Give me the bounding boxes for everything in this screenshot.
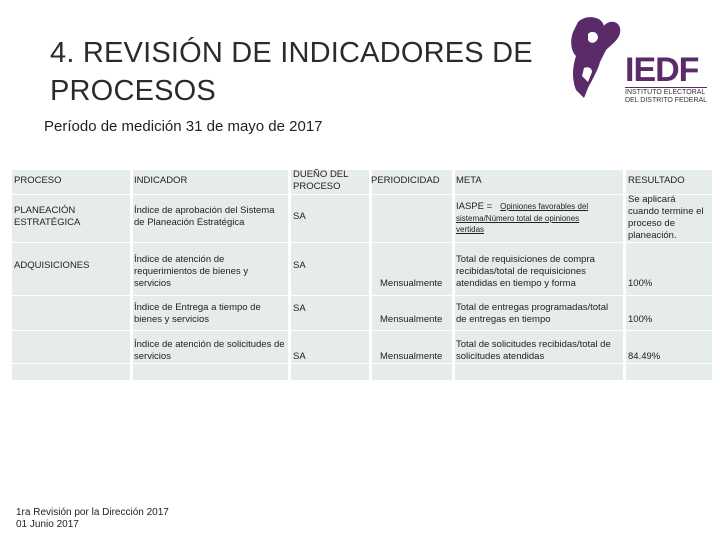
row3-periodicidad: Mensualmente xyxy=(380,314,443,325)
row1-resultado xyxy=(628,194,704,242)
footer-line-2: 01 Junio 2017 xyxy=(16,519,79,530)
row1-indicador xyxy=(134,205,274,229)
row3-meta xyxy=(456,302,608,326)
row4-meta-line: solicitudes atendidas xyxy=(456,351,545,362)
measurement-period: Período de medición 31 de mayo de 2017 xyxy=(44,118,323,135)
row-divider xyxy=(12,295,712,296)
header-indicador: INDICADOR xyxy=(134,175,188,186)
logo-text xyxy=(625,51,708,105)
row1-resultado-line: proceso de xyxy=(628,218,676,229)
header-periodicidad: PERIODICIDAD xyxy=(371,175,440,186)
col-bg-periodicidad xyxy=(372,170,452,380)
row4-dueno: SA xyxy=(293,351,306,362)
row3-indicador-line: bienes y servicios xyxy=(134,314,209,325)
row-divider xyxy=(12,194,712,195)
header-dueno-line-2: PROCESO xyxy=(293,181,341,192)
logo-line-2: DEL DISTRITO FEDERAL xyxy=(625,97,708,104)
header-meta: META xyxy=(456,175,482,186)
row3-indicador xyxy=(134,302,261,326)
row3-meta-line: de entregas en tiempo xyxy=(456,314,551,325)
row1-meta-line: vertidas xyxy=(456,225,485,234)
row-divider xyxy=(12,363,712,364)
row4-periodicidad: Mensualmente xyxy=(380,351,443,362)
row2-indicador-line: requerimientos de bienes y xyxy=(134,266,249,277)
row2-indicador-line: servicios xyxy=(134,278,171,289)
header-dueno xyxy=(293,169,348,193)
row4-meta-line: Total de solicitudes recibidas/total de xyxy=(456,339,611,350)
row4-indicador xyxy=(134,339,285,363)
row1-resultado-line: Se aplicará xyxy=(628,194,676,205)
row2-periodicidad: Mensualmente xyxy=(380,278,443,289)
row2-meta-line: atendidas en tiempo y forma xyxy=(456,278,576,289)
header-proceso: PROCESO xyxy=(14,175,62,186)
title-line-2: PROCESOS xyxy=(50,75,216,107)
row2-dueno: SA xyxy=(293,260,306,271)
row4-meta xyxy=(456,339,611,363)
title-line-1: 4. REVISIÓN DE INDICADORES DE xyxy=(50,37,533,69)
row1-dueno: SA xyxy=(293,211,306,222)
row2-indicador xyxy=(134,254,248,290)
row1-proceso-line: PLANEACIÓN xyxy=(14,205,76,216)
row4-indicador-line: Índice de atención de solicitudes de xyxy=(134,339,285,350)
row1-indicador-line: Índice de aprobación del Sistema xyxy=(134,205,275,216)
row1-indicador-line: de Planeación Estratégica xyxy=(134,217,245,228)
row4-indicador-line: servicios xyxy=(134,351,171,362)
row2-resultado: 100% xyxy=(628,278,653,289)
row2-meta-line: recibidas/total de requisiciones xyxy=(456,266,586,277)
row1-resultado-line: planeación. xyxy=(628,230,677,241)
row2-proceso: ADQUISICIONES xyxy=(14,260,90,271)
row3-meta-line: Total de entregas programadas/total xyxy=(456,302,609,313)
row2-meta xyxy=(456,254,595,290)
logo-name: IEDF xyxy=(625,51,699,89)
row1-meta-prefix: IASPE = xyxy=(456,201,493,212)
row1-meta-line: sistema/Número total de opiniones xyxy=(456,214,580,223)
slide-title xyxy=(50,34,610,110)
row4-resultado: 84.49% xyxy=(628,351,661,362)
row1-proceso-line: ESTRATÉGICA xyxy=(14,217,81,228)
row2-meta-line: Total de requisiciones de compra xyxy=(456,254,595,265)
row3-dueno: SA xyxy=(293,303,306,314)
row3-resultado: 100% xyxy=(628,314,653,325)
indicators-table xyxy=(12,170,712,380)
logo-line-1: INSTITUTO ELECTORAL xyxy=(625,89,706,96)
row3-indicador-line: Índice de Entrega a tiempo de xyxy=(134,302,261,313)
row2-indicador-line: Índice de atención de xyxy=(134,254,225,265)
footer-note xyxy=(16,507,169,531)
row1-resultado-line: cuando termine el xyxy=(628,206,704,217)
row-divider xyxy=(12,330,712,331)
col-bg-dueno xyxy=(291,170,369,380)
row-divider xyxy=(12,242,712,243)
row1-meta xyxy=(456,201,588,235)
header-resultado: RESULTADO xyxy=(628,175,685,186)
col-bg-proceso xyxy=(12,170,130,380)
row1-meta-line: Opiniones favorables del xyxy=(500,202,589,211)
header-dueno-line-1: DUEÑO DEL xyxy=(293,169,349,180)
row1-proceso xyxy=(14,205,80,229)
logo-subtitle xyxy=(625,87,707,105)
footer-line-1: 1ra Revisión por la Dirección 2017 xyxy=(16,507,169,518)
